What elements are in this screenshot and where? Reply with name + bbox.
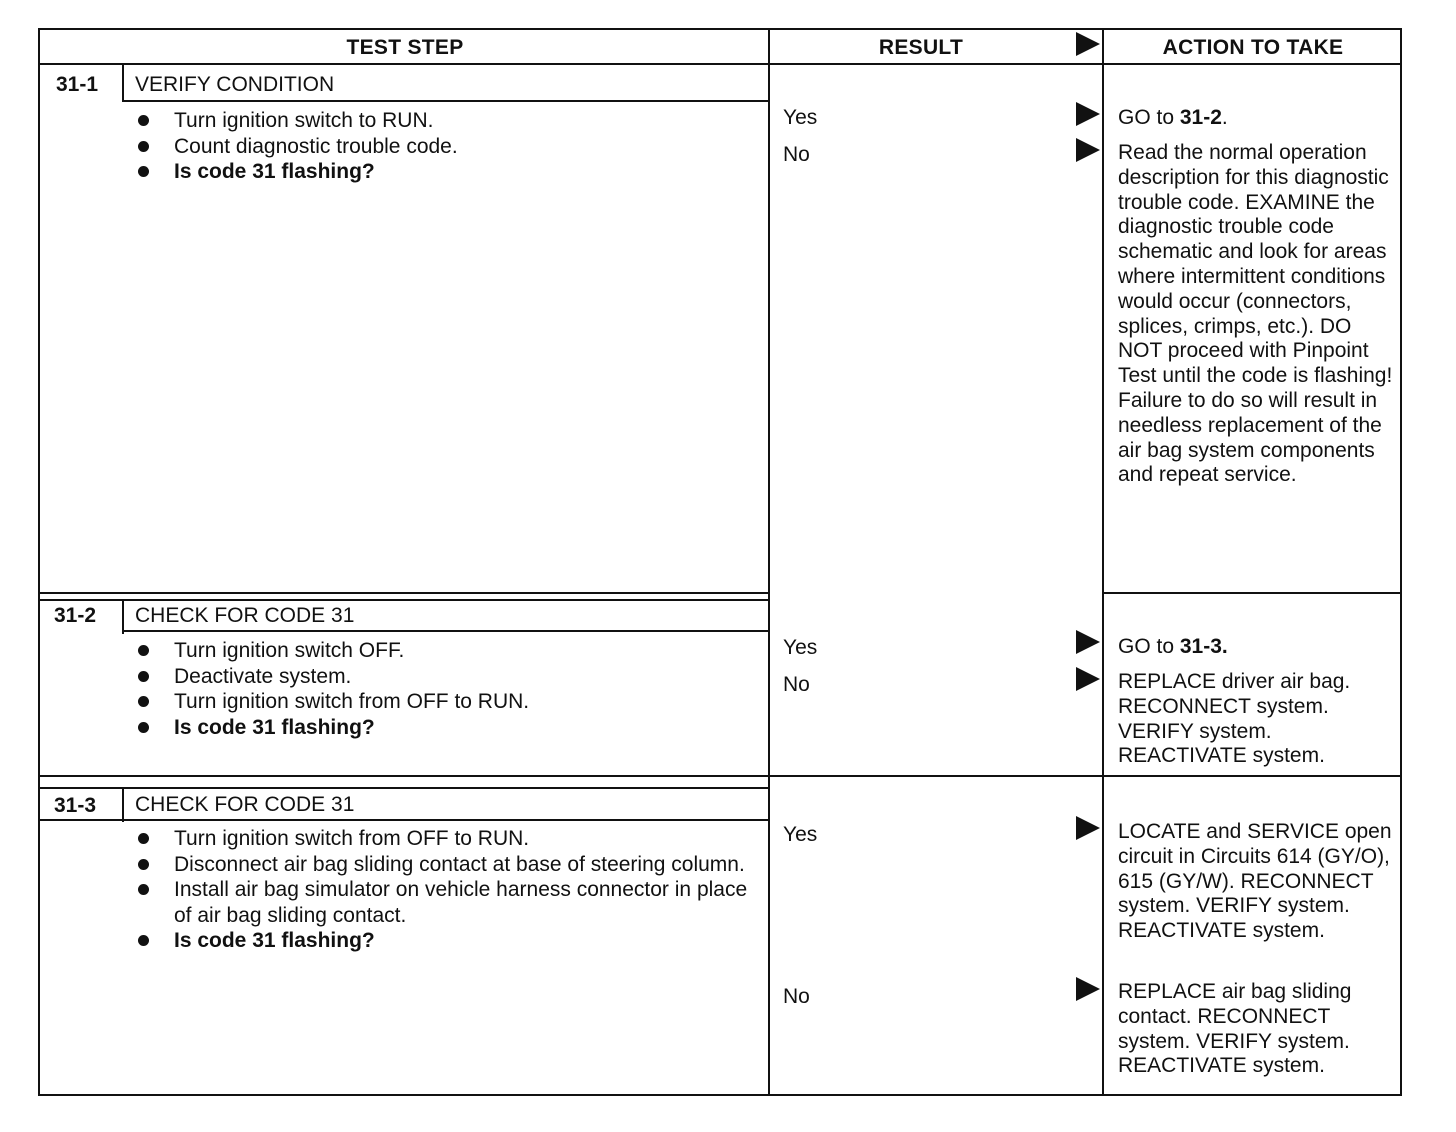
instruction-item: Count diagnostic trouble code. [138, 134, 758, 160]
action-text: REPLACE driver air bag. RECONNECT system. VERIFY system. REACTIVATE system. [1118, 670, 1351, 768]
action-text: LOCATE and SERVICE open circuit in Circuits 614 (GY/O), 615 (GY/W). RECONNECT system. VERIFY system. REACTIVATE system. [1118, 820, 1392, 943]
instruction-item: Deactivate system. [138, 664, 758, 690]
arrow-icon [1076, 977, 1100, 1001]
row-divider [40, 775, 1402, 777]
arrow-icon [1076, 138, 1100, 162]
instruction-item: Turn ignition switch OFF. [138, 638, 758, 664]
arrow-icon [1076, 667, 1100, 691]
step-number: 31-3 [54, 794, 97, 817]
header-result: RESULT [878, 36, 964, 59]
step-instructions [138, 638, 758, 740]
arrow-icon [1076, 816, 1100, 840]
action-text: Read the normal operation description for this diagnostic trouble code. EXAMINE the diagnostic trouble code schematic and look for areas where intermittent conditions would occur (connectors, splices, crimps, etc.). DO NOT proceed with Pinpoint Test until the code is flashing! Failure to do so will result in needless replacement of the air bag system components and repeat service. [1118, 141, 1393, 487]
arrow-icon [1076, 102, 1100, 126]
instruction-item: Turn ignition switch from OFF to RUN. [138, 826, 758, 852]
instruction-item: Install air bag simulator on vehicle harness connector in place of air bag sliding contact. [138, 877, 758, 928]
step-instructions [138, 826, 758, 954]
step-question: Is code 31 flashing? [138, 159, 758, 185]
header-divider [40, 63, 1402, 65]
header-test-step: TEST STEP [346, 36, 464, 59]
result-no: No [783, 673, 810, 696]
bullet-icon [138, 166, 149, 177]
step-title-divider [122, 100, 768, 102]
header-arrow-icon [1076, 32, 1100, 56]
column-divider-action [1102, 30, 1104, 1096]
result-yes: Yes [783, 106, 818, 129]
step-number-divider [122, 788, 124, 822]
instruction-item: Turn ignition switch to RUN. [138, 108, 758, 134]
step-instructions [138, 108, 758, 185]
bullet-icon [138, 833, 149, 844]
step-number-divider [122, 64, 124, 102]
step-number-divider [122, 600, 124, 634]
result-yes: Yes [783, 636, 818, 659]
row-divider [40, 592, 770, 594]
step-title: VERIFY CONDITION [135, 73, 335, 96]
bullet-icon [138, 859, 149, 870]
instruction-item: Disconnect air bag sliding contact at base of steering column. [138, 852, 758, 878]
step-question: Is code 31 flashing? [138, 928, 758, 954]
step-number: 31-1 [56, 73, 99, 96]
bullet-icon [138, 645, 149, 656]
bullet-icon [138, 115, 149, 126]
header-action: ACTION TO TAKE [1162, 36, 1344, 59]
result-yes: Yes [783, 823, 818, 846]
bullet-icon [138, 935, 149, 946]
instruction-item: Turn ignition switch from OFF to RUN. [138, 689, 758, 715]
action-text: GO to 31-2. [1118, 106, 1228, 129]
step-number: 31-2 [54, 604, 97, 627]
arrow-icon [1076, 630, 1100, 654]
step-title-divider [40, 819, 768, 821]
action-text: GO to 31-3. [1118, 635, 1228, 658]
action-text: REPLACE air bag sliding contact. RECONNECT system. VERIFY system. REACTIVATE system. [1118, 980, 1352, 1078]
bullet-icon [138, 141, 149, 152]
step-title-top-divider [40, 787, 770, 789]
bullet-icon [138, 696, 149, 707]
result-no: No [783, 985, 810, 1008]
result-no: No [783, 143, 810, 166]
step-title: CHECK FOR CODE 31 [135, 604, 355, 627]
bullet-icon [138, 722, 149, 733]
diagnostic-table [38, 28, 1402, 1096]
row-divider [1102, 592, 1402, 594]
step-title-divider [122, 630, 768, 632]
step-title-top-divider [40, 599, 770, 601]
column-divider-result [768, 30, 770, 1096]
bullet-icon [138, 884, 149, 895]
step-title: CHECK FOR CODE 31 [135, 793, 355, 816]
step-question: Is code 31 flashing? [138, 715, 758, 741]
bullet-icon [138, 671, 149, 682]
